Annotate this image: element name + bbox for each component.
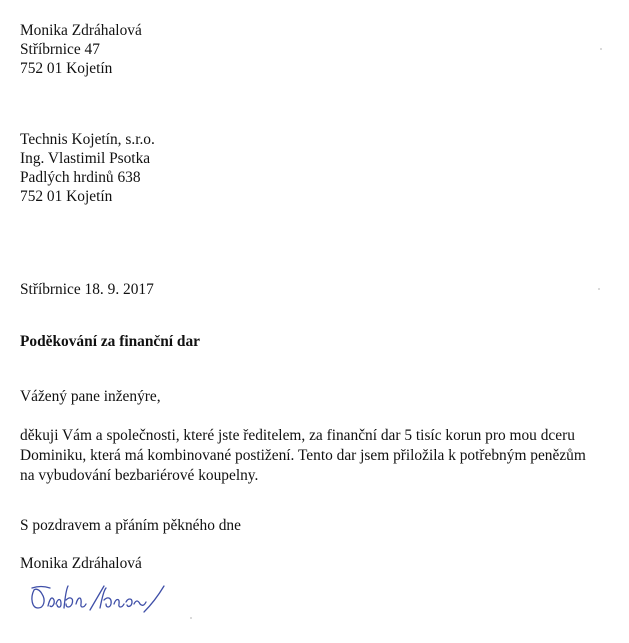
place-date: Stříbrnice 18. 9. 2017 [20,281,154,298]
sender-street: Stříbrnice 47 [20,41,100,58]
scan-speck [190,617,192,619]
signature-name: Monika Zdráhalová [20,555,142,572]
body-line-2: Dominiku, která má kombinované postižení. Tento dar jsem přiložila k potřebným penězům [20,447,586,464]
body-line-1: děkuji Vám a společnosti, které jste ředitelem, za finanční dar 5 tisíc korun pro mou dceru [20,427,575,444]
sender-city: 752 01 Kojetín [20,60,113,77]
handwritten-signature [28,578,168,618]
body-line-3: na vybudování bezbariérové koupelny. [20,467,259,484]
recipient-person: Ing. Vlastimil Psotka [20,150,151,167]
scan-speck [600,48,602,50]
scan-speck [598,288,600,290]
recipient-city: 752 01 Kojetín [20,188,113,205]
subject-line: Poděkování za finanční dar [20,333,201,350]
recipient-company: Technis Kojetín, s.r.o. [20,131,155,148]
salutation: Vážený pane inženýre, [20,388,161,405]
recipient-street: Padlých hrdinů 638 [20,169,141,186]
closing-line: S pozdravem a přáním pěkného dne [20,517,241,534]
sender-name: Monika Zdráhalová [20,22,142,39]
